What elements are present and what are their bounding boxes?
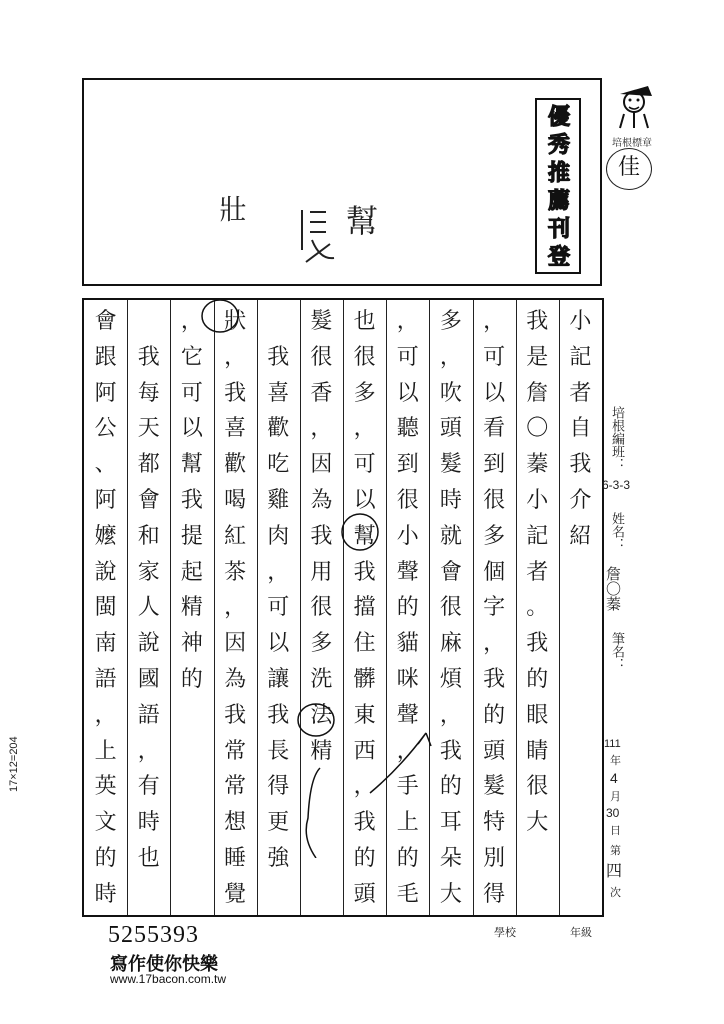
grid-char: 。 xyxy=(526,595,549,621)
grid-char: 西 xyxy=(353,738,376,764)
stamp-char: 刊 xyxy=(547,217,570,242)
grid-char: 的 xyxy=(353,846,376,871)
grid-char: 得 xyxy=(483,881,506,907)
grid-char: 蓁 xyxy=(526,452,549,478)
grid-char: 強 xyxy=(267,846,290,871)
grid-char: 貓 xyxy=(396,631,419,657)
grid-char: ， xyxy=(483,631,506,657)
grid-char: 大 xyxy=(439,881,462,907)
grid-char: 起 xyxy=(180,559,203,585)
stamp-char: 推 xyxy=(547,161,570,186)
teacher-label: 培根標章 xyxy=(612,138,652,149)
grid-char: 會 xyxy=(439,559,462,585)
grid-char: 我 xyxy=(267,344,290,370)
grid-char: 天 xyxy=(137,416,160,442)
grid-char: 到 xyxy=(396,452,419,478)
correction-bang: 幫 xyxy=(346,202,379,240)
grid-char: 記 xyxy=(526,523,549,549)
grid-char: 別 xyxy=(483,846,506,871)
grid-char: 提 xyxy=(180,523,203,549)
grid-char: 毛 xyxy=(396,881,419,907)
grid-char: 覺 xyxy=(224,881,247,907)
grid-char: 文 xyxy=(94,810,117,836)
grid-char: 到 xyxy=(483,452,506,478)
grid-char: 以 xyxy=(353,488,376,513)
grid-char: 閩 xyxy=(94,595,117,621)
grid-char: 說 xyxy=(94,559,117,585)
grid-char: 大 xyxy=(526,810,549,836)
stamp-char: 優 xyxy=(547,105,570,130)
grid-char: 因 xyxy=(224,631,247,657)
grid-char: 我 xyxy=(526,631,549,657)
grid-char: 很 xyxy=(483,488,506,513)
grid-char: 髮 xyxy=(439,452,462,478)
grid-char: 的 xyxy=(94,846,117,871)
grid-char: 小 xyxy=(569,309,592,334)
grid-char: 聲 xyxy=(396,702,419,728)
recommend-stamp xyxy=(535,98,581,274)
grid-char: 說 xyxy=(137,631,160,657)
pen-name-label: 筆名： xyxy=(609,631,624,671)
grid-char: 眼 xyxy=(526,702,549,728)
grid-char: 可 xyxy=(353,452,376,478)
grid-char: 常 xyxy=(224,774,247,800)
grid-char: 者 xyxy=(569,380,592,406)
grid-char: 喝 xyxy=(224,488,247,513)
grid-char: 、 xyxy=(94,452,117,478)
grid-char: 我 xyxy=(310,523,333,549)
grid-char: ， xyxy=(94,702,117,728)
grid-char: 頭 xyxy=(439,416,462,442)
grid-char: 我 xyxy=(353,810,376,836)
grid-char: 小 xyxy=(396,523,419,549)
grid-char: 吹 xyxy=(439,380,462,406)
date-year-unit: 年 xyxy=(610,755,621,767)
grid-char: 睛 xyxy=(526,738,549,764)
grid-char: 記 xyxy=(569,344,592,370)
grid-char: 時 xyxy=(94,881,117,907)
grid-char: 我 xyxy=(224,380,247,406)
grid-char: ， xyxy=(310,416,333,442)
grid-char: 國 xyxy=(137,667,160,692)
grid-char: 可 xyxy=(267,595,290,621)
grid-char: 看 xyxy=(483,416,506,442)
grid-char: 肉 xyxy=(267,523,290,549)
grid-char: 會 xyxy=(137,488,160,513)
grid-char: 因 xyxy=(310,452,333,478)
grid-char: 就 xyxy=(439,523,462,549)
grid-char: 的 xyxy=(396,846,419,871)
grid-char: 茶 xyxy=(224,559,247,585)
grid-char: 讓 xyxy=(267,667,290,692)
grid-char: 是 xyxy=(526,344,549,370)
grid-char: 想 xyxy=(224,810,247,836)
grid-char: 常 xyxy=(224,738,247,764)
grid-char: 上 xyxy=(94,738,117,764)
session-label: 第 xyxy=(610,845,621,857)
date-day: 30 xyxy=(606,806,620,820)
grid-char: 喜 xyxy=(267,380,290,406)
grid-char: 公 xyxy=(94,416,117,442)
grid-char: 歡 xyxy=(224,452,247,478)
grid-char: 長 xyxy=(267,738,290,764)
grid-char: 多 xyxy=(353,380,376,406)
date-day-unit: 日 xyxy=(610,825,621,837)
grid-char: 都 xyxy=(137,452,160,478)
grid-char: 神 xyxy=(180,631,203,657)
grid-char: 聲 xyxy=(396,559,419,585)
grid-char: 吃 xyxy=(267,452,290,478)
grid-char: 以 xyxy=(180,416,203,442)
grid-char: 為 xyxy=(224,667,247,692)
grid-char: 睡 xyxy=(224,846,247,871)
grid-char: 精 xyxy=(310,738,333,764)
teacher-review-box xyxy=(82,78,602,286)
grid-char: 洗 xyxy=(310,667,333,692)
grid-char: 髮 xyxy=(310,309,333,334)
grid-char: 語 xyxy=(137,702,160,728)
grid-char: 的 xyxy=(526,667,549,692)
grid-char: 我 xyxy=(137,344,160,370)
grid-char: 很 xyxy=(353,344,376,370)
grid-char: ， xyxy=(353,416,376,442)
grid-char: 東 xyxy=(353,702,376,728)
grid-char: 它 xyxy=(180,344,203,370)
grid-char: 個 xyxy=(483,559,506,585)
grid-char: 喜 xyxy=(224,416,247,442)
grid-char: ， xyxy=(180,309,203,334)
grid-char: 歡 xyxy=(267,416,290,442)
grid-char: 更 xyxy=(267,810,290,836)
grid-char: 麻 xyxy=(439,631,462,657)
grid-char: 上 xyxy=(396,810,419,836)
grid-char: 我 xyxy=(180,488,203,513)
teacher-mark xyxy=(606,148,652,190)
grid-char: 也 xyxy=(137,846,160,871)
grid-char: 我 xyxy=(526,309,549,334)
grid-char: ， xyxy=(396,738,419,764)
grid-char: 的 xyxy=(483,702,506,728)
bacon-mascot-icon xyxy=(612,80,658,132)
grade-label: 年級 xyxy=(570,927,592,939)
grid-char: 雞 xyxy=(267,488,290,513)
grid-char: 可 xyxy=(396,344,419,370)
grid-char: 南 xyxy=(94,631,117,657)
grid-char: 多 xyxy=(483,523,506,549)
grid-char: 多 xyxy=(439,309,462,334)
writing-grid xyxy=(82,298,604,917)
grid-char: 我 xyxy=(439,738,462,764)
grid-char: 紹 xyxy=(569,523,592,549)
grid-char: 多 xyxy=(310,631,333,657)
stamp-char: 秀 xyxy=(547,133,570,158)
grid-char: ， xyxy=(267,559,290,585)
grid-char: 時 xyxy=(137,810,160,836)
grid-char: ， xyxy=(483,309,506,334)
grid-char: 阿 xyxy=(94,380,117,406)
teacher-mark-text: 佳 xyxy=(617,155,640,180)
session-value: 四 xyxy=(606,861,623,880)
date-month-unit: 月 xyxy=(610,791,621,803)
grid-char: 〇 xyxy=(526,416,549,442)
grid-char: 自 xyxy=(569,416,592,442)
footer-slogan: 寫作使你快樂 xyxy=(110,954,218,975)
grid-char: 髒 xyxy=(353,667,376,692)
grid-char: 特 xyxy=(483,810,506,836)
grid-char: 者 xyxy=(526,559,549,585)
grid-char: 詹 xyxy=(526,380,549,406)
grid-char: 紅 xyxy=(224,523,247,549)
grid-char: 頭 xyxy=(483,738,506,764)
grid-char: 也 xyxy=(353,309,376,334)
grid-char: 幫 xyxy=(353,523,376,549)
session-suffix: 次 xyxy=(610,887,621,899)
grid-char: 小 xyxy=(526,488,549,513)
grid-char: 以 xyxy=(483,380,506,406)
grid-char: 我 xyxy=(267,702,290,728)
grid-char: 狀 xyxy=(224,309,247,334)
grid-char: 得 xyxy=(267,774,290,800)
grid-char: 的 xyxy=(396,595,419,621)
grid-char: 英 xyxy=(94,774,117,800)
grid-char: ， xyxy=(439,702,462,728)
grid-char: 手 xyxy=(396,774,419,800)
grid-char: 頭 xyxy=(353,881,376,907)
grid-char: 聽 xyxy=(396,416,419,442)
grid-char: 有 xyxy=(137,774,160,800)
school-label: 學校 xyxy=(494,927,516,939)
grid-char: 很 xyxy=(396,488,419,513)
grid-char: 朵 xyxy=(439,846,462,871)
grid-char: 香 xyxy=(310,380,333,406)
name-value: 詹〇蓁 xyxy=(604,565,622,611)
grid-char: ， xyxy=(224,595,247,621)
grid-char: 每 xyxy=(137,380,160,406)
grid-char: 阿 xyxy=(94,488,117,513)
grid-char: 和 xyxy=(137,523,160,549)
date-year: 111 xyxy=(604,738,621,750)
footer-url: www.17bacon.com.tw xyxy=(110,972,227,986)
side-info xyxy=(602,398,631,918)
grid-char: ， xyxy=(137,738,160,764)
grid-char: ， xyxy=(224,344,247,370)
grid-char: 住 xyxy=(353,631,376,657)
class-value: 6-3-3 xyxy=(602,478,631,492)
grid-char: 髮 xyxy=(483,774,506,800)
grid-char: 擋 xyxy=(353,595,376,621)
grid-char: 我 xyxy=(569,452,592,478)
grid-char: 人 xyxy=(137,595,160,621)
grid-char: ， xyxy=(353,774,376,800)
footer-number: 5255393 xyxy=(108,922,199,948)
class-label: 培根編班： xyxy=(609,405,624,471)
grid-char: 會 xyxy=(94,309,117,334)
grid-char: 很 xyxy=(526,774,549,800)
grid-char: 很 xyxy=(310,595,333,621)
grid-char: 很 xyxy=(439,595,462,621)
grid-char: ， xyxy=(396,309,419,334)
grid-char: 精 xyxy=(180,595,203,621)
grid-char: 煩 xyxy=(439,667,462,692)
grid-reference: 17×12=204 xyxy=(8,736,20,792)
grid-char: 法 xyxy=(310,702,333,728)
grid-char: 的 xyxy=(439,774,462,800)
grid-char: ， xyxy=(439,344,462,370)
grid-char: 以 xyxy=(267,631,290,657)
grid-char: 時 xyxy=(439,488,462,513)
grid-char: 介 xyxy=(569,488,592,513)
correction-fa-sketch xyxy=(292,200,352,270)
stamp-char: 薦 xyxy=(547,189,570,214)
grid-char: 耳 xyxy=(439,810,462,836)
grid-char: 我 xyxy=(483,667,506,692)
date-month: 4 xyxy=(610,770,618,786)
grid-char: 嬤 xyxy=(94,523,117,549)
stamp-char: 登 xyxy=(547,245,570,270)
grid-char: 字 xyxy=(483,595,506,621)
grid-char: 以 xyxy=(396,380,419,406)
grid-char: 為 xyxy=(310,488,333,513)
grid-char: 用 xyxy=(310,559,333,585)
name-label: 姓名： xyxy=(609,511,624,551)
grid-char: 語 xyxy=(94,667,117,692)
grid-char: 可 xyxy=(180,380,203,406)
grid-char: 很 xyxy=(310,344,333,370)
grid-char: 跟 xyxy=(94,344,117,370)
correction-zhuang: 壯 xyxy=(219,193,248,226)
grid-char: 咪 xyxy=(396,667,419,692)
grid-char: 可 xyxy=(483,344,506,370)
grid-char: 家 xyxy=(137,559,160,585)
grid-char: 幫 xyxy=(180,452,203,478)
grid-char: 我 xyxy=(353,559,376,585)
grid-char: 我 xyxy=(224,702,247,728)
grid-char: 的 xyxy=(180,667,203,692)
